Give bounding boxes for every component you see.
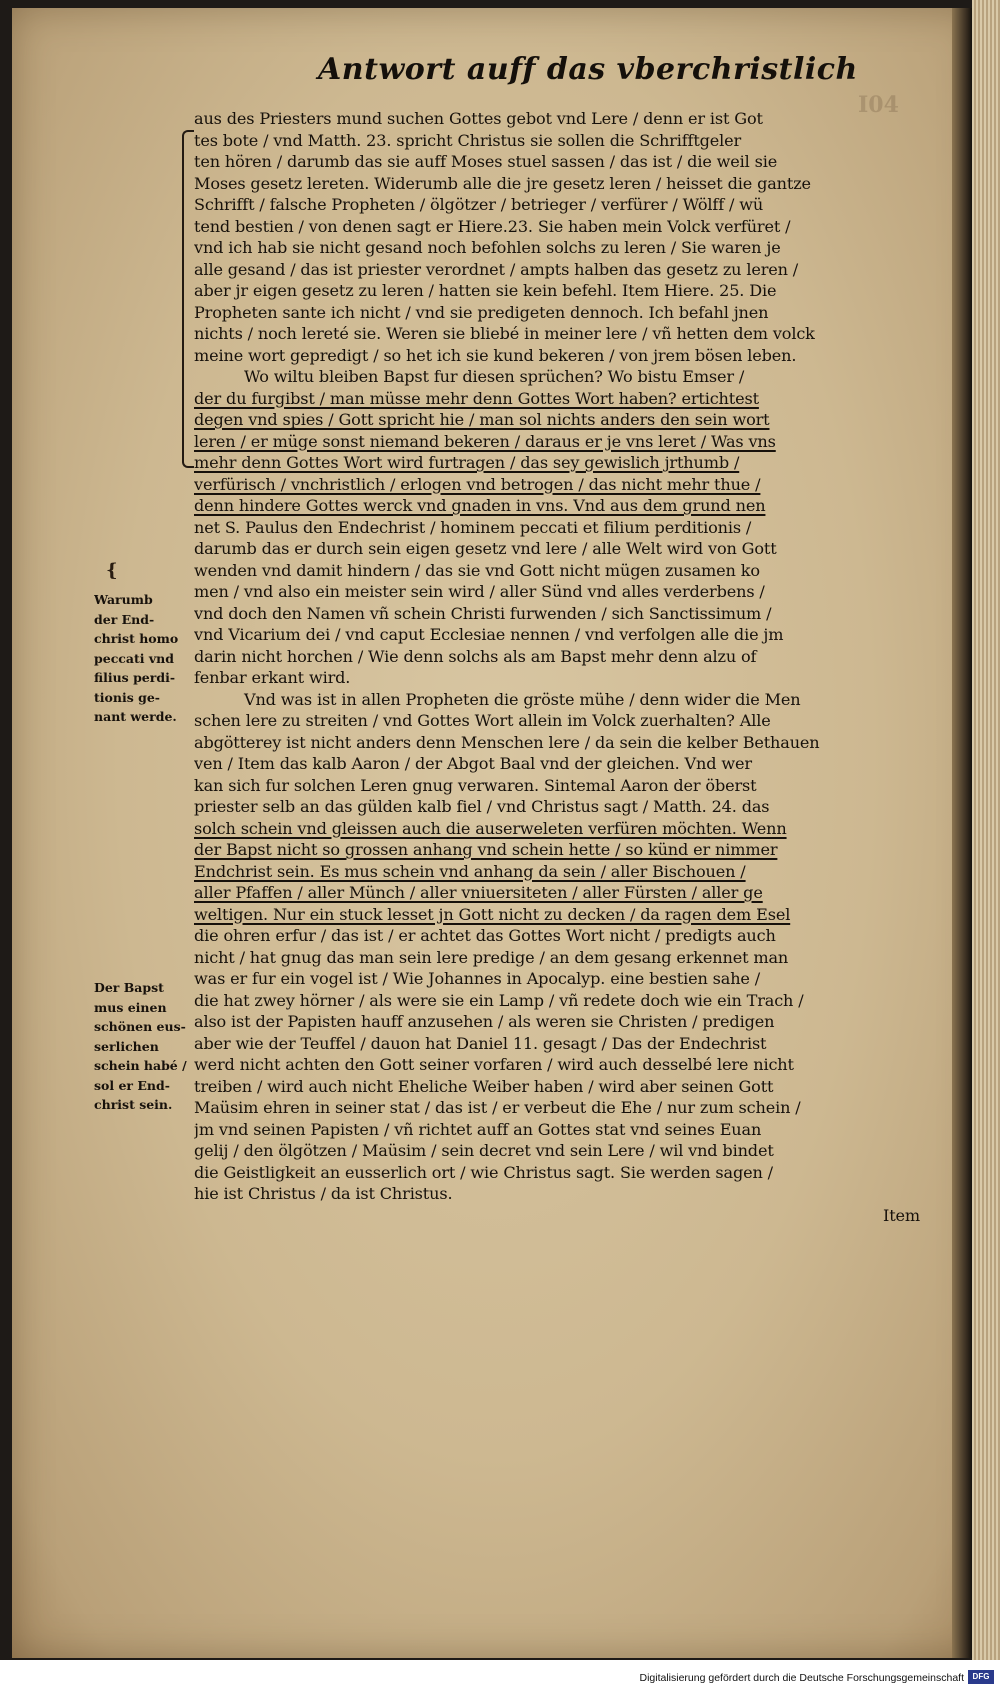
marginal-note-line: der End- bbox=[94, 611, 155, 627]
text-line: verfürisch / vnchristlich / erlogen vnd betrogen / das nicht mehr thue / bbox=[194, 474, 761, 494]
marginal-note-line: schönen eus- bbox=[94, 1019, 186, 1034]
text-line: was er fur ein vogel ist / Wie Johannes in Apocalyp. eine bestien sahe / bbox=[194, 969, 761, 988]
text-line: Vnd was ist in allen Propheten die gröste mühe / denn wider die Men bbox=[244, 689, 801, 709]
dfg-logo: DFG bbox=[968, 1670, 994, 1684]
text-line: wenden vnd damit hindern / das sie vnd Gott nicht mügen zusamen ko bbox=[194, 560, 760, 580]
text-line: aller Pfaffen / aller Münch / aller vniuersiteten / aller Fürsten / aller ge bbox=[194, 883, 763, 902]
marginal-note-line: Warumb bbox=[94, 592, 153, 607]
book-gutter bbox=[952, 8, 972, 1658]
marginal-note-line: sol er End- bbox=[94, 1077, 170, 1093]
text-line: aber wie der Teuffel / dauon hat Daniel 11. gesagt / Das der Endechrist bbox=[194, 1033, 767, 1053]
text-line: schen lere zu streiten / vnd Gottes Wort allein im Volck zuerhalten? Alle bbox=[194, 711, 771, 730]
text-line: aus des Priesters mund suchen Gottes gebot vnd Lere / denn er ist Got bbox=[194, 109, 763, 128]
text-line: denn hindere Gottes werck vnd gnaden in vns. Vnd aus dem grund nen bbox=[194, 496, 766, 515]
text-line: werd nicht achten den Gott seiner vorfaren / wird auch desselbé lere nicht bbox=[194, 1055, 794, 1074]
text-line: Wo wiltu bleiben Bapst fur diesen sprüchen? Wo bistu Emser / bbox=[244, 367, 745, 386]
text-line: also ist der Papisten hauff anzusehen / als weren sie Christen / predigen bbox=[194, 1012, 775, 1031]
marginal-note-line: christ homo bbox=[94, 631, 179, 646]
marginal-note-line: nant werde. bbox=[94, 709, 177, 724]
text-line: die Geistligkeit an eusserlich ort / wie Christus sagt. Sie werden sagen / bbox=[194, 1162, 773, 1182]
text-line: Schrifft / falsche Propheten / ölgötzer / betrieger / verfürer / Wölff / wü bbox=[194, 195, 764, 214]
marginal-note-line: Der Bapst bbox=[94, 980, 164, 995]
text-line: kan sich fur solchen Leren gnug verwaren. Sintemal Aaron der öberst bbox=[194, 775, 757, 795]
text-line: jm vnd seinen Papisten / vñ richtet auff an Gottes stat vnd seines Euan bbox=[194, 1119, 762, 1139]
text-line: aber jr eigen gesetz zu leren / hatten sie kein befehl. Item Hiere. 25. Die bbox=[194, 281, 777, 300]
text-line: gelij / den ölgötzen / Maüsim / sein decret vnd sein Lere / wil vnd bindet bbox=[194, 1141, 774, 1160]
text-line: nichts / noch lereté sie. Weren sie bliebé in meiner lere / vñ hetten dem volck bbox=[194, 324, 815, 343]
marginal-note-bapst bbox=[94, 978, 194, 1115]
text-line: vnd Vicarium dei / vnd caput Ecclesiae nennen / vnd verfolgen alle die jm bbox=[194, 625, 784, 644]
text-line: solch schein vnd gleissen auch die auserweleten verfüren möchten. Wenn bbox=[194, 818, 787, 838]
text-line: ven / Item das kalb Aaron / der Abgot Baal vnd der gleichen. Vnd wer bbox=[194, 754, 752, 773]
marginal-note-line: mus einen bbox=[94, 999, 167, 1015]
bleed-through-mark: I04 bbox=[858, 92, 899, 118]
text-line: fenbar erkant wird. bbox=[194, 668, 351, 687]
text-line: abgötterey ist nicht anders denn Menschen lere / da sein die kelber Bethauen bbox=[194, 732, 820, 752]
text-line: degen vnd spies / Gott spricht hie / man sol nichts anders den sein wort bbox=[194, 410, 770, 429]
text-line: leren / er müge sonst niemand bekeren / daraus er je vns leret / Was vns bbox=[194, 431, 776, 451]
text-line: darin nicht horchen / Wie denn solchs als am Bapst mehr denn alzu of bbox=[194, 646, 757, 666]
text-line: Moses gesetz lereten. Widerumb alle die jre gesetz leren / heisset die gantze bbox=[194, 173, 811, 193]
text-line: Propheten sante ich nicht / vnd sie predigeten dennoch. Ich befahl jnen bbox=[194, 302, 769, 322]
text-line: alle gesand / das ist priester verordnet / ampts halben das gesetz zu leren / bbox=[194, 259, 799, 279]
marginal-note-line: tionis ge- bbox=[94, 689, 160, 705]
text-line: ten hören / darumb das sie auff Moses stuel sassen / das ist / die weil sie bbox=[194, 152, 778, 171]
text-line: mehr denn Gottes Wort wird furtragen / das sey gewislich jrthumb / bbox=[194, 453, 740, 472]
marginal-note-line: schein habé / bbox=[94, 1058, 187, 1073]
text-line: net S. Paulus den Endechrist / hominem peccati et filium perditionis / bbox=[194, 517, 752, 537]
page-edges bbox=[972, 0, 1000, 1693]
text-line: vnd doch den Namen vñ schein Christi furwenden / sich Sanctissimum / bbox=[194, 603, 772, 623]
text-line: nicht / hat gnug das man sein lere predige / an dem gesang erkennet man bbox=[194, 947, 789, 967]
margin-bracket bbox=[182, 130, 194, 468]
text-line: der du furgibst / man müsse mehr denn Gottes Wort haben? ertichtest bbox=[194, 388, 759, 408]
text-line: tend bestien / von denen sagt er Hiere.23. Sie haben mein Volck verfüret / bbox=[194, 216, 791, 236]
text-line: die hat zwey hörner / als were sie ein Lamp / vñ redete doch wie ein Trach / bbox=[194, 990, 804, 1010]
text-line: die ohren erfur / das ist / er achtet das Gottes Wort nicht / predigts auch bbox=[194, 926, 776, 945]
text-line: hie ist Christus / da ist Christus. bbox=[194, 1184, 453, 1203]
running-header: Antwort auff das vberchristlich bbox=[318, 52, 858, 87]
text-line: treiben / wird auch nicht Eheliche Weiber haben / wird aber seinen Gott bbox=[194, 1076, 774, 1096]
marginal-note-line: filius perdi- bbox=[94, 670, 176, 685]
text-line: Item bbox=[882, 1205, 920, 1225]
main-text-block bbox=[194, 108, 944, 1226]
text-line: men / vnd also ein meister sein wird / aller Sünd vnd alles verderbens / bbox=[194, 582, 765, 601]
marginal-note-line: peccati vnd bbox=[94, 650, 174, 666]
marginal-note-endchrist bbox=[94, 590, 194, 727]
margin-brace-mark: { bbox=[106, 560, 118, 581]
text-line: vnd ich hab sie nicht gesand noch befohlen solchs zu leren / Sie waren je bbox=[194, 238, 781, 257]
text-line: Maüsim ehren in seiner stat / das ist / er verbeut die Ehe / nur zum schein / bbox=[194, 1098, 801, 1117]
text-line: tes bote / vnd Matth. 23. spricht Christus sie sollen die Schrifftgeler bbox=[194, 130, 742, 150]
text-line: priester selb an das gülden kalb fiel / vnd Christus sagt / Matth. 24. das bbox=[194, 797, 770, 816]
text-line: meine wort gepredigt / so het ich sie kund bekeren / von jrem bösen leben. bbox=[194, 345, 797, 365]
text-line: der Bapst nicht so grossen anhang vnd schein hette / so künd er nimmer bbox=[194, 840, 778, 859]
text-line: weltigen. Nur ein stuck lesset jn Gott nicht zu decken / da ragen dem Esel bbox=[194, 904, 791, 924]
marginal-note-line: serlichen bbox=[94, 1038, 159, 1054]
text-line: Endchrist sein. Es mus schein vnd anhang da sein / aller Bischouen / bbox=[194, 861, 746, 881]
footer-credit: Digitalisierung gefördert durch die Deutsche Forschungsgemeinschaft bbox=[639, 1672, 964, 1684]
text-line: darumb das er durch sein eigen gesetz vnd lere / alle Welt wird von Gott bbox=[194, 539, 777, 558]
marginal-note-line: christ sein. bbox=[94, 1097, 173, 1112]
